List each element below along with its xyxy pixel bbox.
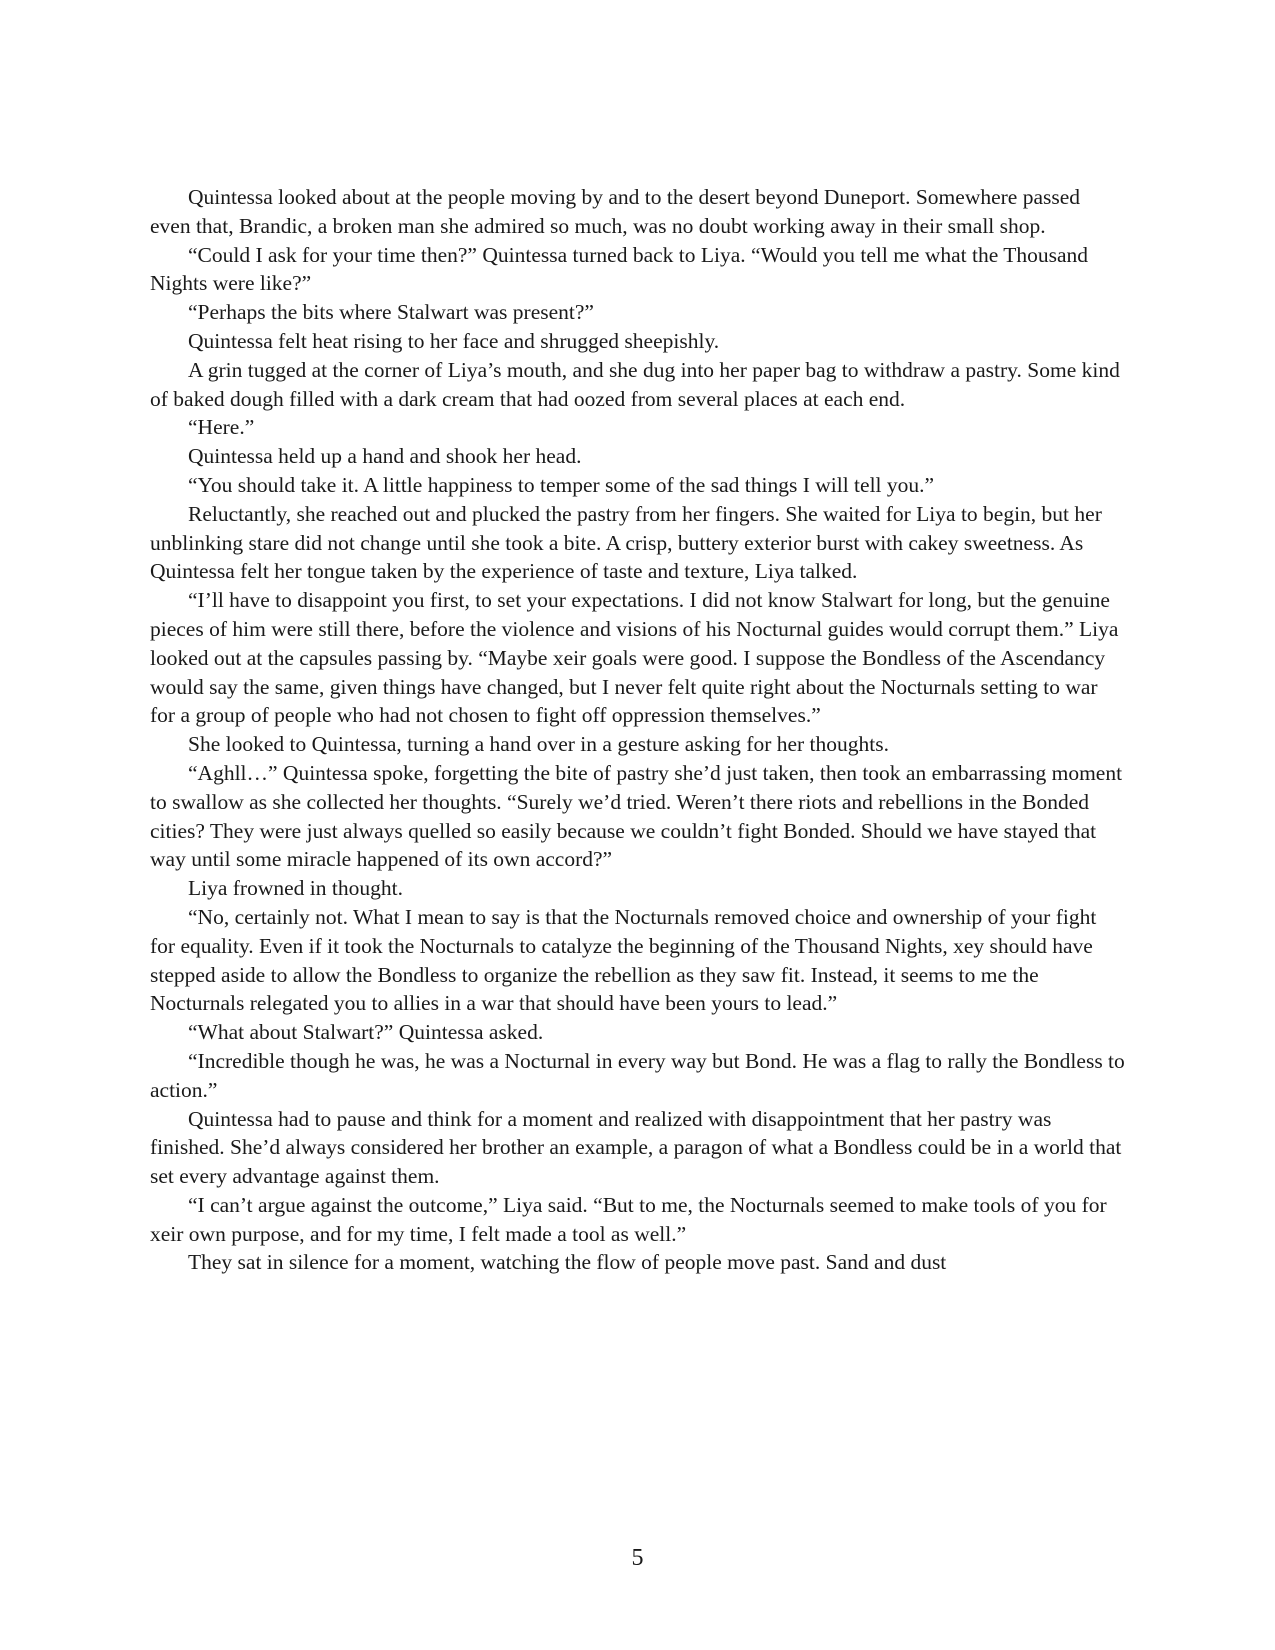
paragraph: Quintessa looked about at the people moving by and to the desert beyond Duneport. Somewhere passed even that, Brandic, a broken man she admired so much, was no doubt working away in their small shop. <box>150 185 1081 238</box>
paragraph: “Could I ask for your time then?” Quintessa turned back to Liya. “Would you tell me what the Thousand Nights were like?” <box>150 242 1089 296</box>
paragraph: “I can’t argue against the outcome,” Liya said. “But to me, the Nocturnals seemed to make tools of you for xeir own purpose, and for my time, I felt made a tool as well.” <box>150 1192 1107 1246</box>
paragraph: Quintessa felt heat rising to her face and shrugged sheepishly. <box>188 328 720 353</box>
page-number: 5 <box>631 1545 644 1571</box>
paragraph: “Here.” <box>188 415 255 440</box>
paragraph: “I’ll have to disappoint you first, to set your expectations. I did not know Stalwart for long, but the genuine pieces of him were still there, before the violence and visions of his Nocturnal guides would corrupt them.” Liya looked out at the capsules passing by. “Maybe xeir goals were good. I suppose the Bondless of the Ascendancy would say the same, given things have changed, but I never felt quite right about the Nocturnals setting to war for a group of people who had not chosen to fight off oppression themselves.” <box>150 588 1119 728</box>
paragraph: Quintessa had to pause and think for a moment and realized with disappointment that her pastry was finished. She’d always considered her brother an example, a paragon of what a Bondless could be in a world that set every advantage against them. <box>150 1106 1122 1189</box>
paragraph: “No, certainly not. What I mean to say is that the Nocturnals removed choice and ownership of your fight for equality. Even if it took the Nocturnals to catalyze the beginning of the Thousand Nights, xey should have stepped aside to allow the Bondless to organize the rebellion as they saw fit. Instead, it seems to me the Nocturnals relegated you to allies in a war that should have been yours to lead.” <box>150 904 1097 1016</box>
paragraph: They sat in silence for a moment, watching the flow of people move past. Sand and dust <box>188 1250 947 1275</box>
paragraph: Reluctantly, she reached out and plucked the pastry from her fingers. She waited for Liya to begin, but her unblinking stare did not change until she took a bite. A crisp, buttery exterior burst with cakey sweetness. As Quintessa felt her tongue taken by the experience of taste and texture, Liya talked. <box>150 501 1102 584</box>
paragraph: She looked to Quintessa, turning a hand over in a gesture asking for her thoughts. <box>188 732 889 757</box>
paragraph: A grin tugged at the corner of Liya’s mouth, and she dug into her paper bag to withdraw a pastry. Some kind of baked dough filled with a dark cream that had oozed from several places at each end. <box>150 357 1120 411</box>
paragraph: “What about Stalwart?” Quintessa asked. <box>188 1020 544 1045</box>
paragraph: “Incredible though he was, he was a Nocturnal in every way but Bond. He was a flag to rally the Bondless to action.” <box>150 1048 1125 1102</box>
paragraph: Quintessa held up a hand and shook her head. <box>188 444 582 469</box>
paragraph: Liya frowned in thought. <box>188 876 403 901</box>
body-text <box>150 183 1125 1277</box>
paragraph: “Aghll…” Quintessa spoke, forgetting the bite of pastry she’d just taken, then took an embarrassing moment to swallow as she collected her thoughts. “Surely we’d tried. Weren’t there riots and rebellions in the Bonded cities? They were just always quelled so easily because we couldn’t fight Bonded. Should we have stayed that way until some miracle happened of its own accord?” <box>150 760 1123 872</box>
paragraph: “Perhaps the bits where Stalwart was present?” <box>188 300 594 325</box>
paragraph: “You should take it. A little happiness to temper some of the sad things I will tell you.” <box>188 472 935 497</box>
